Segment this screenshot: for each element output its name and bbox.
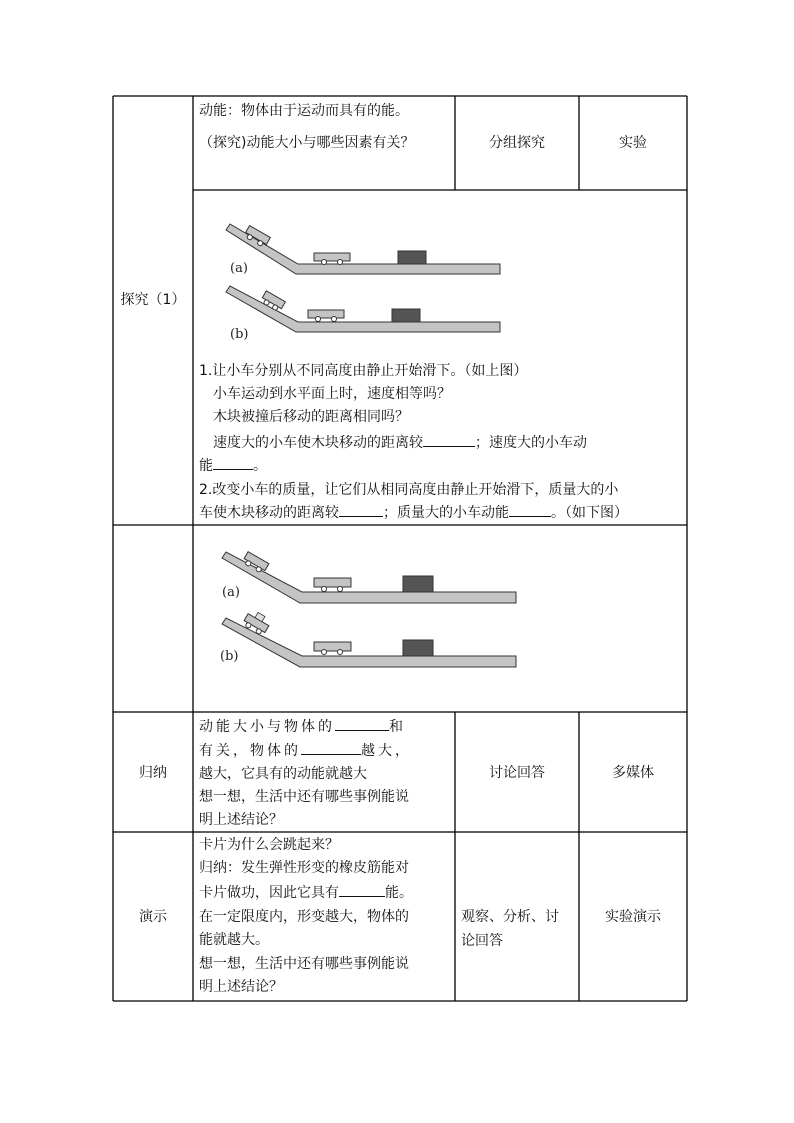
fill-blank-distance[interactable] (423, 432, 475, 447)
q2-text-c: 。（如下图） (551, 505, 628, 521)
demo-row-label: 演示 (139, 909, 167, 925)
demo-line-7: 明上述结论？ (199, 979, 283, 995)
summary-activity: 讨论回答 (489, 765, 545, 781)
demo-line-5: 能就越大。 (199, 932, 269, 948)
fill-blank-factor-2[interactable] (301, 740, 361, 755)
question-2: 2.改变小车的质量，让它们从相同高度由静止开始滑下，质量大的小 (199, 482, 619, 498)
demo-method: 实验演示 (605, 909, 661, 925)
demo-line-6: 想一想，生活中还有哪些事例能说 (199, 956, 409, 972)
cart-b-flat (308, 310, 344, 318)
demo-line-3 (199, 882, 413, 904)
question-1: 1.让小车分别从不同高度由静止开始滑下。（如上图） (199, 363, 528, 379)
q1-text-b: ；速度大的小车动 (475, 435, 587, 451)
demo-text-3a: 卡片做功，因此它具有 (199, 885, 339, 901)
fill-blank-factor-1[interactable] (335, 716, 389, 731)
wood-block2-b (403, 640, 433, 656)
summary-line-5: 明上述结论？ (199, 812, 283, 828)
explore-method: 实验 (619, 135, 647, 151)
demo-activity-line-1: 观察、分析、讨 (461, 909, 559, 925)
summary-line-2 (199, 740, 412, 762)
fill-blank-mass-energy[interactable] (509, 502, 551, 517)
fill-blank-elastic-energy[interactable] (339, 882, 385, 897)
question-2-blank-line (199, 502, 628, 524)
ramp2-a (222, 552, 516, 603)
ramp-figure-heights (200, 198, 520, 348)
wood-block-b (392, 309, 420, 322)
wood-block2-a (403, 576, 433, 592)
explore-activity: 分组探究 (489, 135, 545, 151)
summary-text-1b: 和 (389, 719, 406, 735)
ramp-figure-masses (200, 540, 530, 680)
question-1-distance: 木块被撞后移动的距离相同吗？ (213, 409, 409, 425)
fig2-label-a: (a) (222, 585, 240, 600)
ramp2-b (220, 608, 516, 667)
fill-blank-energy[interactable] (213, 455, 253, 470)
demo-activity-line-2: 论回答 (461, 933, 503, 949)
demo-text-3b: 能。 (385, 885, 413, 901)
demo-line-4: 在一定限度内，形变越大，物体的 (199, 909, 409, 925)
summary-text-1a: 动能大小与物体的 (199, 719, 335, 735)
explore-question: （探究)动能大小与哪些因素有关？ (199, 135, 415, 151)
fig2-label-b: (b) (220, 649, 239, 664)
fig1-label-a: (a) (230, 261, 248, 276)
question-1-energy-line (199, 455, 267, 477)
kinetic-energy-definition: 动能：物体由于运动而具有的能。 (199, 103, 409, 119)
q2-text-a: 车使木块移动的距离较 (199, 505, 339, 521)
cart2-b-flat (314, 642, 351, 651)
demo-line-2: 归纳：发生弹性形变的橡皮筋能对 (199, 860, 409, 876)
explore-row-label: 探究（1） (120, 292, 186, 308)
cart2-a-flat (314, 578, 351, 587)
q1-text-a: 速度大的小车使木块移动的距离较 (213, 435, 423, 451)
summary-line-4: 想一想，生活中还有哪些事例能说 (199, 789, 409, 805)
q1-energy-text: 能 (199, 458, 213, 474)
q1-period: 。 (253, 458, 267, 474)
fig1-label-b: (b) (230, 327, 249, 342)
wood-block-a (398, 251, 426, 264)
cart-a-flat (314, 253, 350, 261)
fill-blank-mass-distance[interactable] (339, 502, 383, 517)
summary-text-2b: 越大， (361, 743, 412, 759)
summary-line-1 (199, 716, 406, 738)
summary-row-label: 归纳 (139, 765, 167, 781)
question-1-speed: 小车运动到水平面上时，速度相等吗？ (213, 386, 451, 402)
summary-line-3: 越大，它具有的动能就越大 (199, 766, 367, 782)
ramp-a (226, 224, 500, 276)
demo-line-1: 卡片为什么会跳起来？ (199, 837, 339, 853)
question-1-blank-line (213, 432, 587, 454)
summary-method: 多媒体 (612, 765, 654, 781)
summary-text-2a: 有关，物体的 (199, 743, 301, 759)
ramp-b (226, 286, 500, 342)
q2-text-b: ；质量大的小车动能 (383, 505, 509, 521)
